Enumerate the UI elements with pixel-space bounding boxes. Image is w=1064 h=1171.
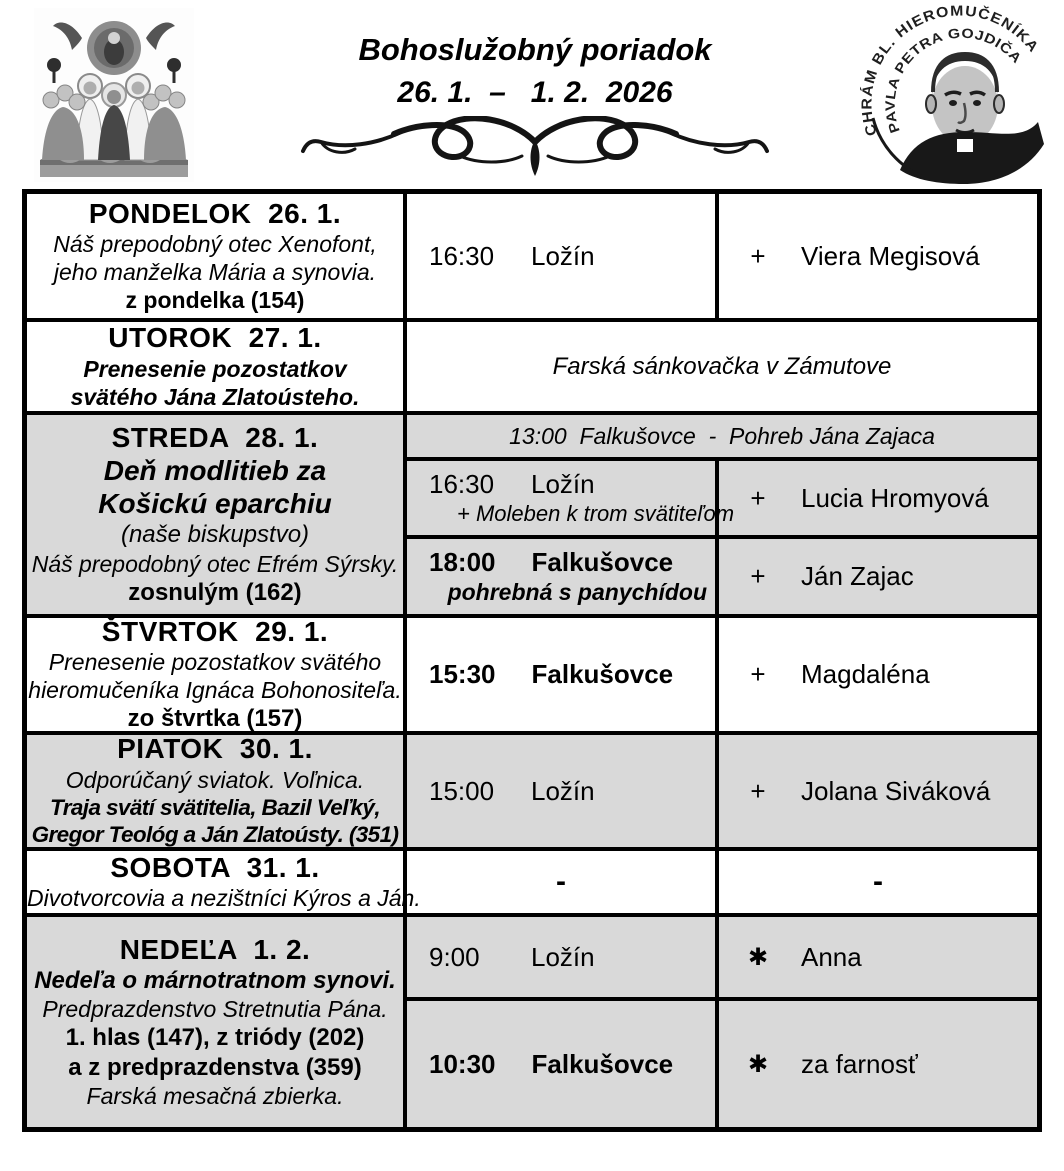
service-time: 16:30 — [429, 469, 495, 499]
day-cell — [27, 322, 407, 411]
day-cell — [27, 194, 407, 318]
day-title: NEDEĽA 1. 2. — [119, 933, 311, 965]
feast-line: Náš prepodobný otec Xenofont, — [53, 231, 377, 258]
service-time: 10:30 — [429, 1048, 496, 1079]
day-row-sobota — [27, 847, 1037, 913]
feast-line: hieromučeníka Ignáca Bohonositeľa. — [28, 676, 402, 703]
schedule-table — [22, 189, 1042, 1132]
service-cell — [407, 194, 719, 318]
service-time: 18:00 — [429, 547, 496, 577]
intention-cell — [719, 735, 1037, 847]
day-row-stvrtok — [27, 614, 1037, 731]
event-note: Farská sánkovačka v Zámutove — [552, 352, 892, 380]
intention-name: Jolana Siváková — [801, 775, 991, 806]
service-place: Ložín — [531, 775, 595, 806]
cross-symbol: + — [750, 775, 766, 806]
icon-artwork — [34, 8, 194, 182]
feast-line: Prenesenie pozostatkov — [83, 355, 347, 382]
cross-symbol: + — [750, 561, 766, 591]
day-title: STREDA 28. 1. — [111, 422, 319, 454]
feast-line: Prenesenie pozostatkov svätého — [48, 648, 382, 675]
event-note-cell — [407, 322, 1037, 411]
cross-symbol: + — [750, 659, 766, 689]
funeral-banner: 13:00 Falkušovce - Pohreb Jána Zajaca — [509, 422, 935, 449]
feast-line: Traja svätí svätitelia, Bazil Veľký, — [49, 794, 380, 820]
no-intention-dash: - — [873, 865, 883, 898]
feast-line: Odporúčaný sviatok. Voľnica. — [65, 766, 365, 793]
title-block — [295, 32, 775, 183]
intention-name: Anna — [801, 941, 862, 972]
services-area — [407, 917, 1037, 1127]
day-row-streda — [27, 411, 1037, 614]
emblem-arc-bottom-text: PAVLA PETRA GOJDIČA — [882, 25, 1024, 135]
service-cell — [407, 735, 719, 847]
day-title: PONDELOK 26. 1. — [88, 197, 342, 229]
service-detail: pohrebná s panychídou — [447, 579, 707, 605]
service-time: 9:00 — [429, 941, 480, 972]
service-sub-row — [407, 535, 1037, 614]
intention-name: Viera Megisová — [801, 240, 980, 271]
day-row-nedela — [27, 913, 1037, 1127]
intention-cell — [719, 1001, 1037, 1127]
service-place: Ložín — [531, 469, 595, 499]
intention-name: Magdaléna — [801, 659, 930, 689]
intention-cell — [719, 917, 1037, 997]
feast-line: (naše biskupstvo) — [120, 521, 310, 549]
service-sub-row — [407, 457, 1037, 535]
service-place: Ložín — [531, 240, 595, 271]
rubric-line: a z predprazdenstva (359) — [68, 1053, 362, 1081]
asterisk-symbol: ✱ — [747, 943, 769, 971]
day-cell — [27, 851, 421, 913]
emblem-arc-top-text: CHRÁM BL. HIEROMUČENÍKA — [860, 3, 1041, 138]
feast-line: Náš prepodobný otec Efrém Sýrsky. — [31, 550, 399, 577]
rubric-line: zosnulým (162) — [128, 578, 302, 606]
intention-name: za farnosť — [801, 1048, 918, 1079]
day-row-pondelok — [27, 194, 1037, 318]
service-cell — [407, 461, 735, 535]
day-title: SOBOTA 31. 1. — [110, 851, 320, 883]
cross-symbol: + — [750, 240, 766, 271]
service-time: 15:00 — [429, 775, 495, 806]
service-sub-row — [407, 997, 1037, 1127]
rubric-line: 1. hlas (147), z triódy (202) — [65, 1024, 365, 1052]
day-title: ŠTVRTOK 29. 1. — [101, 615, 329, 647]
flourish-divider-icon — [295, 116, 775, 183]
service-cell — [407, 539, 719, 614]
day-cell — [27, 735, 407, 847]
feast-line: Nedeľa o márnotratnom synovi. — [34, 967, 396, 995]
feast-line: Divotvorcovia a nezištníci Kýros a Ján. — [27, 885, 421, 912]
service-place: Falkušovce — [531, 547, 674, 577]
synaxis-icon-image — [34, 8, 194, 182]
intention-cell — [719, 461, 1037, 535]
service-detail: + Moleben k trom svätiteľom — [457, 501, 735, 526]
service-sub-row — [407, 917, 1037, 997]
parish-emblem — [860, 0, 1054, 186]
feast-line: Košickú eparchiu — [98, 488, 332, 520]
day-title: PIATOK 30. 1. — [117, 733, 313, 765]
intention-name: Lucia Hromyová — [801, 482, 989, 513]
feast-line: Deň modlitieb za — [103, 455, 327, 487]
feast-line: Farská mesačná zbierka. — [86, 1082, 344, 1109]
service-time: 16:30 — [429, 240, 495, 271]
day-title: UTOROK 27. 1. — [108, 322, 322, 354]
service-cell — [407, 917, 719, 997]
day-cell — [27, 917, 407, 1127]
feast-line: Gregor Teológ a Ján Zlatoústy. (351) — [31, 822, 399, 848]
service-cell — [407, 618, 719, 731]
cross-symbol: + — [750, 482, 766, 513]
intention-cell — [719, 618, 1037, 731]
service-place: Falkušovce — [531, 1048, 674, 1079]
day-row-piatok — [27, 731, 1037, 847]
service-place: Ložín — [531, 941, 595, 972]
service-time: 15:30 — [429, 659, 496, 689]
service-place: Falkušovce — [531, 659, 674, 689]
day-cell — [27, 615, 407, 733]
date-range: 26. 1. – 1. 2. 2026 — [397, 76, 673, 109]
asterisk-symbol: ✱ — [747, 1050, 769, 1078]
feast-line: svätého Jána Zlatoústeho. — [70, 383, 360, 410]
day-cell — [27, 415, 407, 614]
service-cell — [407, 1001, 719, 1127]
no-service-dash: - — [407, 851, 719, 913]
intention-cell — [719, 539, 1037, 614]
day-row-utorok — [27, 318, 1037, 411]
rubric-line: z pondelka (154) — [125, 287, 305, 314]
intention-cell — [719, 194, 1037, 318]
page-title: Bohoslužobný poriadok — [358, 32, 712, 67]
rubric-line: zo štvrtka (157) — [127, 705, 303, 733]
services-area — [407, 415, 1037, 614]
intention-name: Ján Zajac — [801, 561, 914, 591]
feast-line: jeho manželka Mária a synovia. — [53, 259, 377, 286]
feast-line: Predprazdenstvo Stretnutia Pána. — [42, 996, 388, 1023]
